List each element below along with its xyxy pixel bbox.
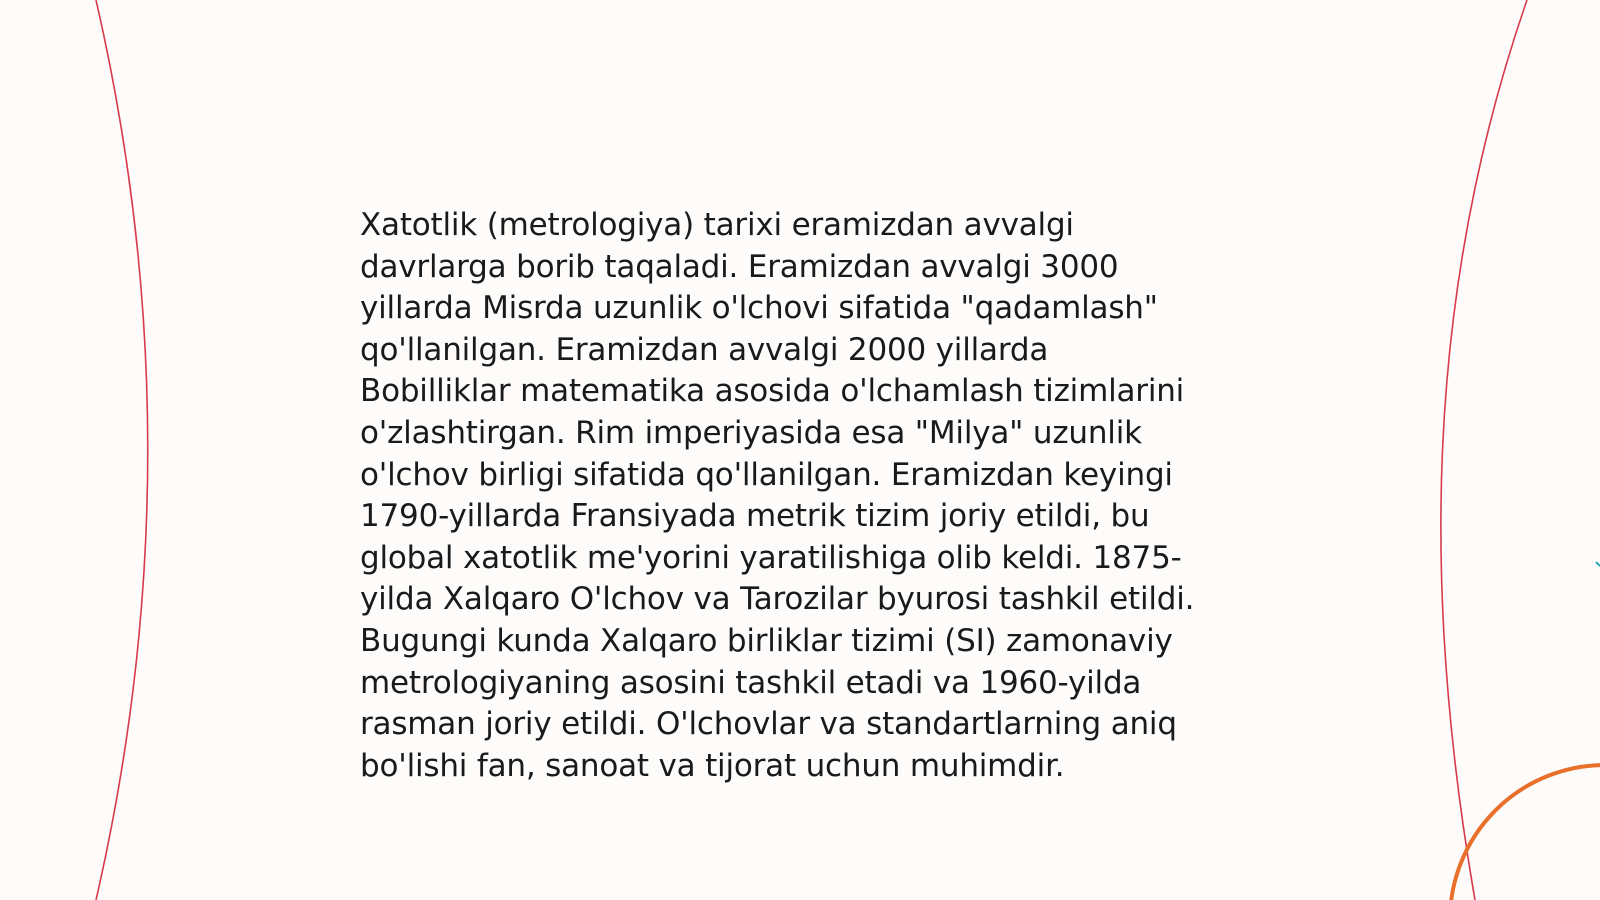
body-paragraph: Xatotlik (metrologiya) tarixi eramizdan avvalgi davrlarga borib taqaladi. Eramizdan avvalgi 3000 yillarda Misrda uzunlik o'lchovi sifatida "qadamlash" qo'llanilgan. Eramizdan avvalgi 2000 yillarda Bobilliklar matematika asosida o'lchamlash tizimlarini o'zlashtirgan. Rim imperiyasida esa "Milya" uzunlik o'lchov birligi sifatida qo'llanilgan. Eramizdan keyingi 1790-yillarda Fransiyada metrik tizim joriy etildi, bu global xatotlik me'yorini yaratilishiga olib keldi. 1875- yilda Xalqaro O'lchov va Tarozilar byurosi tashkil etildi. Bugungi kunda Xalqaro birliklar tizimi (SI) zamonaviy metrologiyaning asosini tashkil etadi va 1960-yilda rasman joriy etildi. O'lchovlar va standartlarning aniq bo'lishi fan, sanoat va tijorat uchun muhimdir. (360, 207, 1195, 784)
right-arc-line (1441, 0, 1527, 900)
left-arc-line (96, 0, 148, 900)
accent-teal-mark (1596, 562, 1600, 566)
accent-circle (1450, 765, 1600, 900)
